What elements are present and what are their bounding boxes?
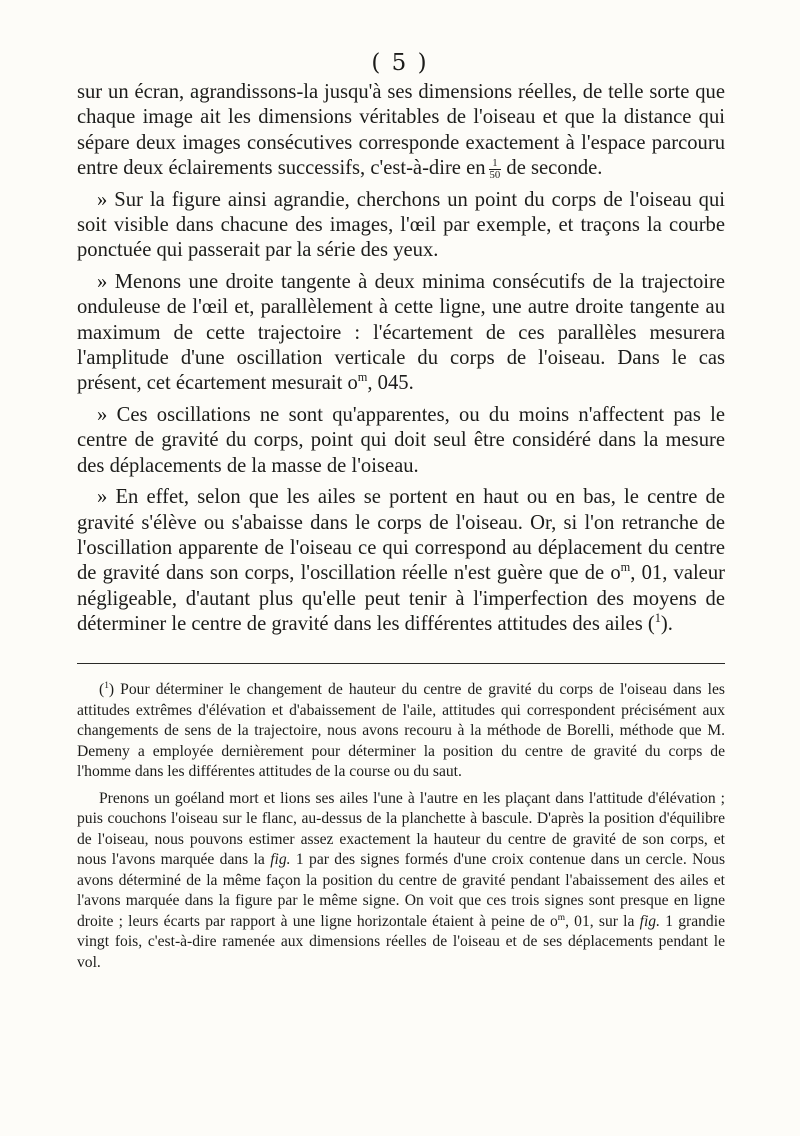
paragraph-5-text: » En effet, selon que les ailes se portent en haut ou en bas, le centre de gravité s'élève ou s'abaisse dans le corps de l'oiseau. Or, si l'on retranche de l'oscillation apparente de l'oiseau ce qui correspond au déplacement du centre de gravité dans son corps, l'oscillation réelle n'est guère que de o: [77, 486, 725, 585]
paragraph-5: [77, 485, 725, 637]
paragraph-1-end: de seconde.: [506, 157, 603, 180]
main-text: [77, 80, 725, 644]
footnote-marker-open: (: [99, 681, 105, 698]
figure-reference: fig.: [639, 912, 660, 930]
paragraph-1: [77, 80, 725, 182]
footnote: [77, 680, 725, 979]
footnote-paragraph-1-text: Pour déterminer le changement de hauteur du centre de gravité du corps de l'oiseau dans les attitudes extrêmes d'élévation et d'abaissement de l'aile, attitudes qui correspondent précisément aux changements de sens de la trajectoire, nous avons recouru à la méthode de Borelli, méthode que M. Demeny a employée dernièrement pour déterminer la position du centre de gravité du corps de l'homme dans les différentes attitudes de la course ou du saut.: [77, 681, 725, 780]
paragraph-1-text: sur un écran, agrandissons-la jusqu'à ses dimensions réelles, de telle sorte que chaque image ait les dimensions véritables de l'oiseau et que la distance qui sépare deux images consécutives corresponde exactement à l'espace parcouru entre deux éclairements successifs, c'est-à-dire en: [77, 81, 725, 180]
paragraph-3-unit: m: [357, 370, 368, 385]
footnote-paragraph-2-text-c: , 01, sur la: [565, 912, 635, 930]
footnote-reference[interactable]: 1: [654, 611, 661, 626]
paragraph-3: [77, 270, 725, 397]
fraction-numerator: 1: [489, 158, 502, 170]
footnote-paragraph-2-text-d: 1 grandie vingt fois, c'est-à-dire ramenée aux dimensions réelles de l'oiseau et de ses déplacements pendant le vol.: [77, 912, 725, 971]
footnote-paragraph-1: [77, 680, 725, 783]
fraction: [489, 158, 502, 182]
footnote-marker-close: ): [108, 681, 115, 698]
paragraph-3-text: » Menons une droite tangente à deux minima consécutifs de la trajectoire onduleuse de l'œil et, parallèlement à cette ligne, une autre droite tangente au maximum de cette trajectoire : l'écartement de ces parallèles mesurera l'amplitude d'une oscillation verticale du corps de l'oiseau. Dans le cas présent, cet écartement mesurait o: [77, 270, 725, 395]
footnote-paragraph-2-text-a: Prenons un goéland mort et lions ses ailes l'une à l'autre en les plaçant dans l'attitude d'élévation ; puis couchons l'oiseau sur le flanc, au-dessus de la planchette à bascule. D'après la position d'équilibre de l'oiseau, nous pouvons estimer assez exactement la hauteur du centre de gravité de son corps, et nous l'avons marquée dans la: [77, 789, 725, 868]
page-number: ( 5 ): [371, 50, 429, 76]
paragraph-5-end: , 01, valeur négligeable, d'autant plus qu'elle peut tenir à l'imperfection des moyens de déterminer le centre de gravité dans les différentes attitudes des ailes (: [77, 562, 725, 636]
footnote-divider: [77, 663, 725, 664]
footnote-marker: 1: [104, 680, 109, 691]
footnote-unit: m: [557, 912, 566, 923]
paragraph-2: » Sur la figure ainsi agrandie, cherchons un point du corps de l'oiseau qui soit visible dans chacune des images, l'œil par exemple, et traçons la courbe ponctuée qui passerait par la série des yeux.: [77, 188, 725, 262]
paragraph-5-close: ).: [660, 613, 673, 636]
footnote-paragraph-2-text-b: 1 par des signes formés d'une croix contenue dans un cercle. Nous avons déterminé de la même façon la position du centre de gravité pendant l'abaissement des ailes et l'avons marquée dans la figure par le même signe. On voit que ces trois signes sont presque en ligne droite ; leurs écarts par rapport à une ligne horizontale étaient à peine de o: [77, 851, 726, 930]
footnote-paragraph-2: [77, 789, 725, 974]
fraction-denominator: 50: [489, 168, 501, 181]
paragraph-4: » Ces oscillations ne sont qu'apparentes, ou du moins n'affectent pas le centre de gravité du corps, point qui doit seul être considéré dans la mesure des déplacements de la masse de l'oiseau.: [77, 403, 725, 477]
paragraph-5-unit: m: [620, 560, 631, 575]
paragraph-3-end: , 045.: [367, 372, 414, 395]
figure-reference: fig.: [270, 851, 291, 868]
